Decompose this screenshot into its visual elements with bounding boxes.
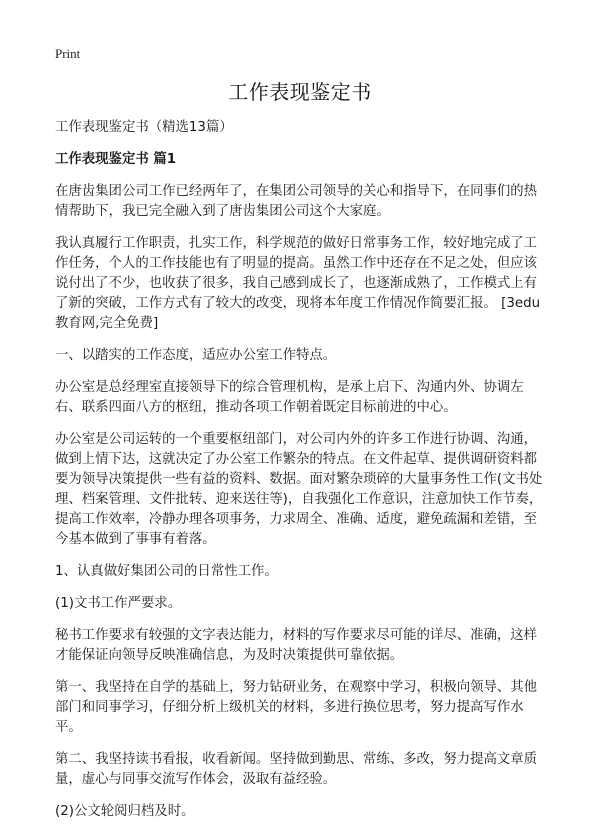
paragraph-item-clerical: (1)文书工作严要求。 [55, 596, 182, 611]
paragraph-item-archiving: (2)公文轮阅归档及时。 [55, 804, 195, 819]
print-label: Print [55, 46, 81, 61]
paragraph-summary: 我认真履行工作职责，扎实工作，科学规范的做好日常事务工作，较好地完成了工作任务，个人的工作技能也有了明显的提高。虽然工作中还存在不足之处，但应该说付出了不少，也收获了很多，我自己感到成长了，也逐渐成熟了，工作模式上有了新的突破，工作方式有了较大的改变，现将本年度工作情况作简要汇报。 [3edu教育网,完全免费] [55, 236, 541, 331]
paragraph-heading-one: 一、以踏实的工作态度，适应办公室工作特点。 [55, 348, 337, 363]
document-body [55, 118, 547, 834]
document-subtitle: 工作表现鉴定书（精选13篇） [55, 120, 233, 135]
section-heading: 工作表现鉴定书 篇1 [55, 152, 177, 167]
paragraph-first-point: 第一、我坚持在自学的基础上，努力钻研业务，在观察中学习，积极向领导、其他部门和同事学习，仔细分析上级机关的材料，多进行换位思考，努力提高写作水平。 [55, 680, 538, 735]
paragraph-office-characteristics: 办公室是公司运转的一个重要枢纽部门，对公司内外的许多工作进行协调、沟通，做到上情下达，这就决定了办公室工作繁杂的特点。在文件起草、提供调研资料都要为领导决策提供一些有益的资料、数据。面对繁杂琐碎的大量事务性工作(文书处理、档案管理、文件批转、迎来送往等)，自我强化工作意识，注意加快工作节奏，提高工作效率，冷静办理各项事务，力求周全、准确、适度，避免疏漏和差错，至今基本做到了事事有着落。 [55, 432, 543, 547]
paragraph-intro: 在唐齿集团公司工作已经两年了，在集团公司领导的关心和指导下，在同事们的热情帮助下，我已完全融入到了唐齿集团公司这个大家庭。 [55, 184, 538, 219]
paragraph-secretary-requirements: 秘书工作要求有较强的文字表达能力，材料的写作要求尽可能的详尽、准确，这样才能保证向领导反映准确信息，为及时决策提供可靠依据。 [55, 628, 538, 663]
document-title: 工作表现鉴定书 [228, 80, 372, 104]
paragraph-office-role: 办公室是总经理室直接领导下的综合管理机构，是承上启下、沟通内外、协调左右、联系四面八方的枢纽，推动各项工作朝着既定目标前进的中心。 [55, 380, 524, 415]
paragraph-second-point: 第二、我坚持读书看报，收看新闻。坚持做到勤思、常练、多改，努力提高文章质量，虚心与同事交流写作体会，汲取有益经验。 [55, 752, 538, 787]
paragraph-subheading-daily-work: 1、认真做好集团公司的日常性工作。 [55, 564, 278, 579]
